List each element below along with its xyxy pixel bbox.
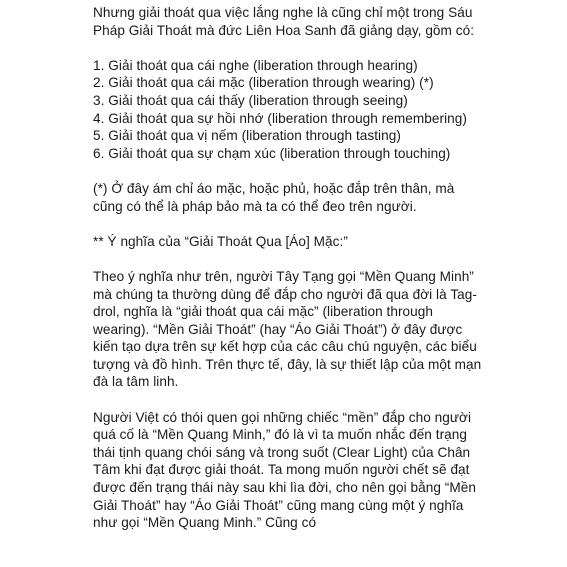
intro-paragraph: Nhưng giải thoát qua việc lắng nghe là cũng chỉ một trong Sáu Pháp Giải Thoát mà đức Liên Hoa Sanh đã giảng dạy, gồm có: [93, 5, 475, 38]
list-item: 2. Giải thoát qua cái mặc (liberation through wearing) (*) [93, 75, 434, 91]
list-item: 4. Giải thoát qua sự hồi nhớ (liberation through remembering) [93, 110, 467, 126]
list-item: 3. Giải thoát qua cái thấy (liberation through seeing) [93, 92, 408, 108]
section-heading: ** Ý nghĩa của “Giải Thoát Qua [Áo] Mặc:” [93, 233, 348, 249]
body-paragraph-2: Người Việt có thói quen gọi những chiếc “mền” đắp cho người quá cố là “Mền Quang Minh,” đó là vì ta muốn nhắc đến trạng thái tịnh quang chói sáng và trong suốt (Clear Light) của Chân Tâm khi đạt được giải thoát. Ta mong muốn người chết sẽ đạt được đến trạng thái này sau khi lìa đời, cho nên gọi bằng “Mền Giải Thoát” hay “Áo Giải Thoát” cũng mang cùng một ý nghĩa như gọi “Mền Quang Minh.” Cũng có [93, 409, 476, 531]
body-paragraph-1: Theo ý nghĩa như trên, người Tây Tạng gọi “Mền Quang Minh” mà chúng ta thường dùng để đắp cho người đã qua đời là Tag-drol, nghĩa là “giải thoát qua cái mặc” (liberation through wearing). “Mền Giải Thoát” (hay “Áo Giải Thoát”) ở đây được kiến tạo dựa trên sự kết hợp của các câu chú nguyện, các biểu tượng và đồ hình. Trên thực tế, đây, là sự thiết lập của một mạn đà la tâm linh. [93, 268, 482, 390]
document-body [93, 4, 483, 549]
list-item: 6. Giải thoát qua sự chạm xúc (liberation through touching) [93, 145, 451, 161]
liberation-list [93, 57, 483, 163]
list-item: 5. Giải thoát qua vị nếm (liberation through tasting) [93, 128, 401, 144]
footnote-paragraph: (*) Ở đây ám chỉ áo mặc, hoặc phủ, hoặc đắp trên thân, mà cũng có thể là pháp bảo mà ta có thể đeo trên người. [93, 180, 455, 214]
list-item: 1. Giải thoát qua cái nghe (liberation through hearing) [93, 57, 418, 73]
